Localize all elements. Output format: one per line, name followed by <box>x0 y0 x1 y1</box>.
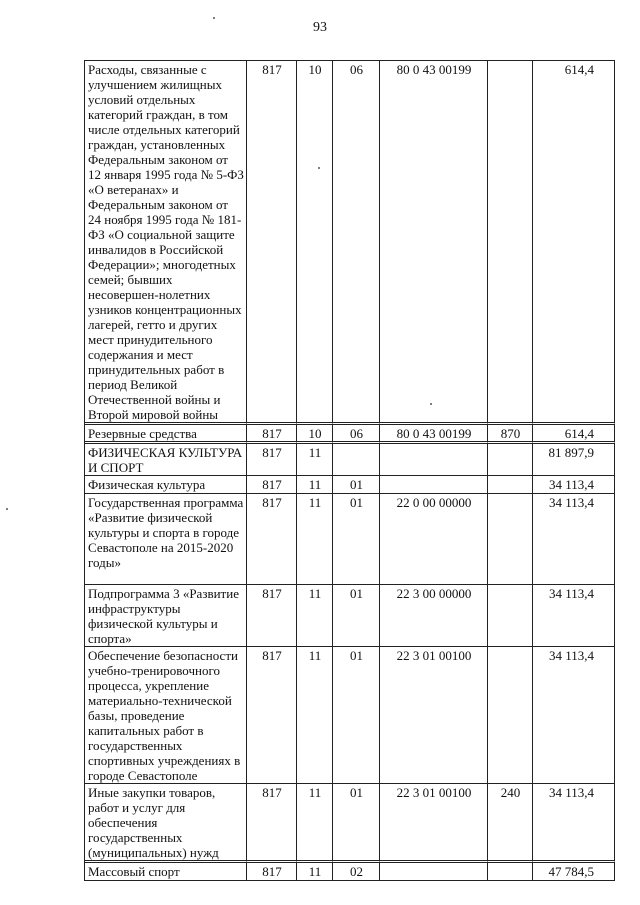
row-department-code: 817 <box>247 425 297 444</box>
row-target-code: 22 0 00 00000 <box>380 494 488 585</box>
row-amount: 614,4 <box>533 61 615 425</box>
row-subsection-code: 01 <box>333 784 380 863</box>
table-row <box>85 444 615 476</box>
row-subsection-code: 06 <box>333 425 380 444</box>
row-subsection-code: 01 <box>333 476 380 494</box>
table-row <box>85 494 615 585</box>
row-name: Физическая культура <box>85 476 247 494</box>
row-section-code: 11 <box>297 444 333 476</box>
row-department-code: 817 <box>247 444 297 476</box>
row-department-code: 817 <box>247 61 297 425</box>
row-department-code: 817 <box>247 863 297 881</box>
row-subsection-code: 01 <box>333 585 380 647</box>
row-target-code: 22 3 01 00100 <box>380 647 488 784</box>
row-amount: 34 113,4 <box>533 476 615 494</box>
table-row <box>85 863 615 881</box>
row-amount: 47 784,5 <box>533 863 615 881</box>
row-amount: 34 113,4 <box>533 647 615 784</box>
row-target-code: 80 0 43 00199 <box>380 425 488 444</box>
row-target-code: 80 0 43 00199 <box>380 61 488 425</box>
row-name: Иные закупки товаров, работ и услуг для обеспечения государственных (муниципальных) нужд <box>85 784 247 863</box>
row-section-code: 11 <box>297 476 333 494</box>
row-target-code <box>380 444 488 476</box>
row-expense-type-code <box>488 585 533 647</box>
row-department-code: 817 <box>247 494 297 585</box>
budget-table <box>84 60 615 881</box>
row-expense-type-code: 870 <box>488 425 533 444</box>
row-subsection-code: 01 <box>333 647 380 784</box>
row-department-code: 817 <box>247 476 297 494</box>
row-amount: 34 113,4 <box>533 585 615 647</box>
scan-speck <box>6 508 8 510</box>
row-expense-type-code <box>488 863 533 881</box>
row-amount: 34 113,4 <box>533 784 615 863</box>
row-department-code: 817 <box>247 784 297 863</box>
table-row <box>85 585 615 647</box>
row-section-code: 10 <box>297 425 333 444</box>
row-section-code: 11 <box>297 647 333 784</box>
table-row <box>85 784 615 863</box>
row-section-code: 11 <box>297 494 333 585</box>
table-row <box>85 476 615 494</box>
table-row <box>85 61 615 425</box>
row-name: Массовый спорт <box>85 863 247 881</box>
page-number: 93 <box>313 20 327 35</box>
row-expense-type-code <box>488 494 533 585</box>
table-row <box>85 425 615 444</box>
row-section-code: 10 <box>297 61 333 425</box>
row-name: Обеспечение безопасности учебно-тренировочного процесса, укрепление материально-технической базы, проведение капитальных работ в государственных спортивных учреждениях в городе Севастополе <box>85 647 247 784</box>
table-row <box>85 647 615 784</box>
row-target-code <box>380 863 488 881</box>
row-expense-type-code <box>488 476 533 494</box>
row-name: Подпрограмма 3 «Развитие инфраструктуры физической культуры и спорта» <box>85 585 247 647</box>
row-department-code: 817 <box>247 585 297 647</box>
row-section-code: 11 <box>297 784 333 863</box>
row-expense-type-code <box>488 61 533 425</box>
row-name: Резервные средства <box>85 425 247 444</box>
row-amount: 81 897,9 <box>533 444 615 476</box>
row-department-code: 817 <box>247 647 297 784</box>
row-subsection-code: 02 <box>333 863 380 881</box>
row-name: Государственная программа «Развитие физической культуры и спорта в городе Севастополе на 2015-2020 годы» <box>85 494 247 585</box>
row-amount: 614,4 <box>533 425 615 444</box>
row-name: ФИЗИЧЕСКАЯ КУЛЬТУРА И СПОРТ <box>85 444 247 476</box>
row-name: Расходы, связанные с улучшением жилищных условий отдельных категорий граждан, в том числе отдельных категорий граждан, установленных Федеральным законом от 12 января 1995 года № 5-ФЗ «О ветеранах» и Федеральным законом от 24 ноября 1995 года № 181-ФЗ «О социальной защите инвалидов в Российской Федерации»; многодетных семей; бывших несовершен-нолетних узников концентрационных лагерей, гетто и других мест принудительного содержания и мест принудительных работ в период Великой Отечественной войны и Второй мировой войны <box>85 61 247 425</box>
row-target-code: 22 3 00 00000 <box>380 585 488 647</box>
row-expense-type-code <box>488 647 533 784</box>
row-section-code: 11 <box>297 585 333 647</box>
budget-table-body <box>85 61 615 881</box>
row-expense-type-code: 240 <box>488 784 533 863</box>
row-subsection-code: 06 <box>333 61 380 425</box>
row-amount: 34 113,4 <box>533 494 615 585</box>
row-subsection-code <box>333 444 380 476</box>
row-subsection-code: 01 <box>333 494 380 585</box>
row-target-code: 22 3 01 00100 <box>380 784 488 863</box>
scan-speck <box>213 17 215 19</box>
row-target-code <box>380 476 488 494</box>
row-expense-type-code <box>488 444 533 476</box>
row-section-code: 11 <box>297 863 333 881</box>
